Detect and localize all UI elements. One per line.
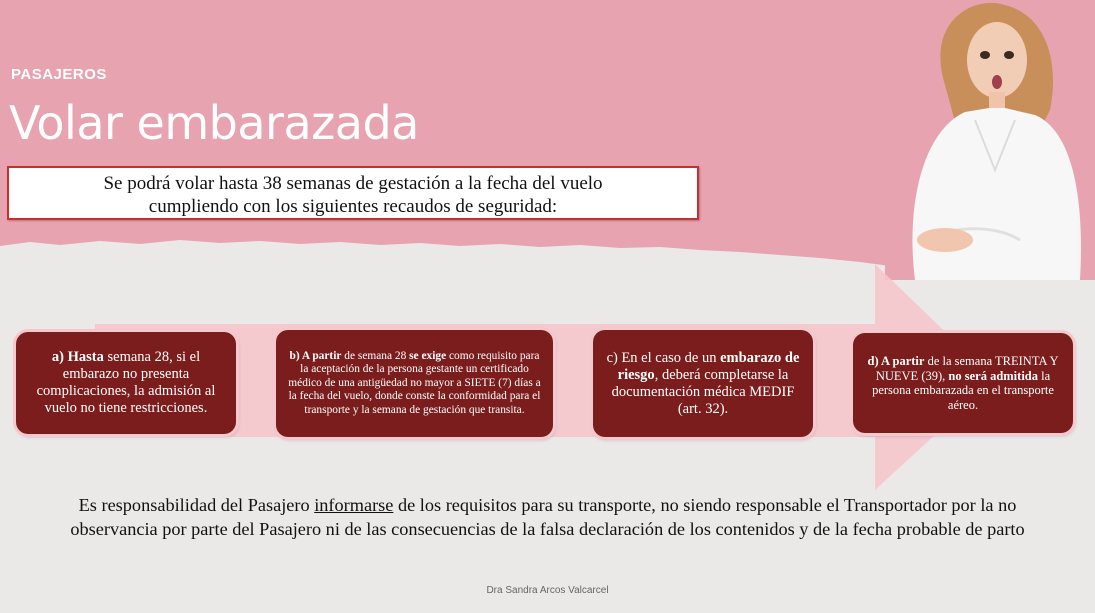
intro-line-2: cumpliendo con los siguientes recaudos de seguridad: (148, 196, 558, 217)
pregnant-woman-photo (885, 0, 1095, 280)
card-b-text: b) A partir de semana 28 se exige como requisito para la aceptación de la persona gestante un certificado médico de una antigüedad no mayor a SIETE (7) días a la fecha del vuelo, donde conste la conformidad para el transporte y la semana de gestación que transita. (288, 349, 541, 416)
author-credit: Dra Sandra Arcos Valcarcel (486, 585, 609, 596)
responsibility-disclaimer: Es responsabilidad del Pasajero informarse de los requisitos para su transporte, no siendo responsable el Transportador por la no observancia por parte del Pasajero ni de las consecuencias de la falsa declaración de los contenidos y de la fecha probable de parto (70, 495, 1025, 539)
intro-box (7, 166, 699, 220)
page-title: Volar embarazada (9, 96, 419, 150)
underlined-word: informarse (314, 495, 394, 515)
requirement-card-b (276, 330, 553, 437)
section-label: PASAJEROS (11, 66, 107, 83)
card-c-text: c) En el caso de un embarazo de riesgo, deberá completarse la documentación médica MEDIF (art. 32). (606, 349, 800, 417)
card-a-text: a) Hasta semana 28, si el embarazo no presenta complicaciones, la admisión al vuelo no tiene restricciones. (36, 349, 216, 416)
requirement-card-c (593, 330, 813, 437)
card-d-text: d) A partir de la semana TREINTA Y NUEVE (39), no será admitida la persona embarazada en el transporte aéreo. (867, 354, 1059, 412)
requirement-card-d (853, 333, 1073, 433)
requirement-card-a (16, 332, 236, 434)
intro-line-1: Se podrá volar hasta 38 semanas de gestación a la fecha del vuelo (103, 173, 603, 194)
